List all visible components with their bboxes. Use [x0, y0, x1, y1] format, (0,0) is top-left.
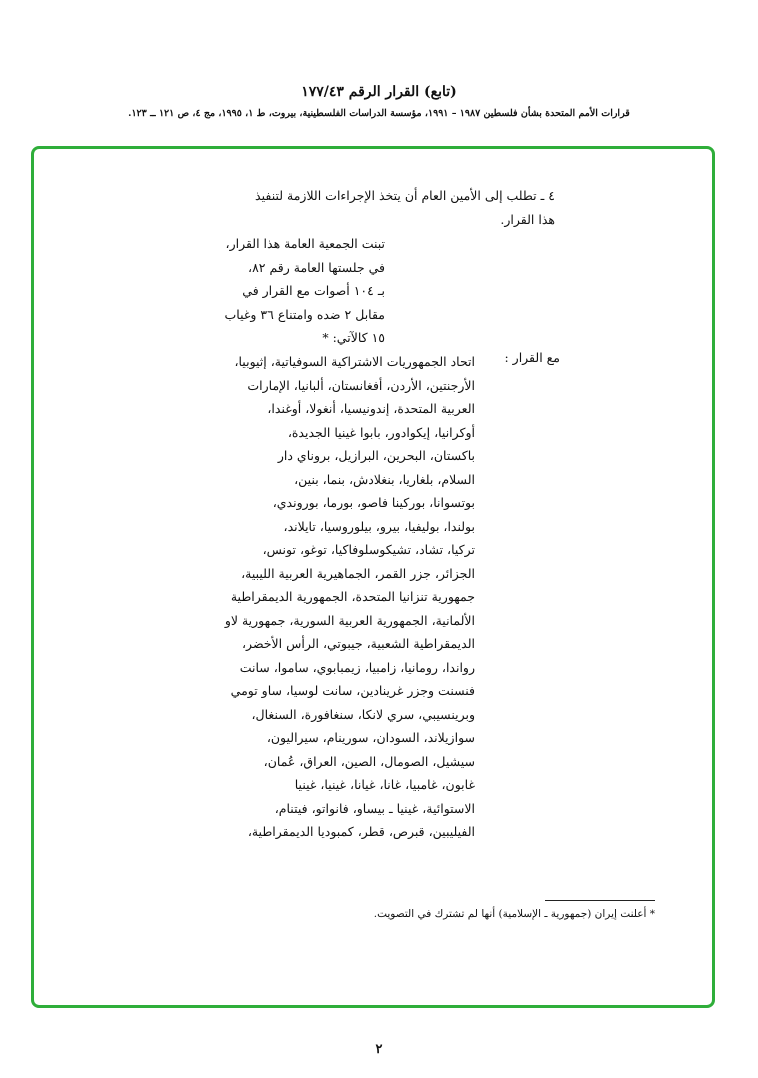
- text-line: باكستان، البحرين، البرازيل، بروناي دار: [277, 448, 475, 463]
- text-line: سوازيلاند، السودان، سورينام، سيراليون،: [266, 730, 475, 745]
- text-line: في جلستها العامة رقم ٨٢،: [248, 259, 385, 275]
- text-line: ٤ ـ تطلب إلى الأمين العام أن يتخذ الإجراءات اللازمة لتنفيذ: [255, 188, 555, 203]
- page-title: (تابع) القرار الرقم ١٧٧/٤٣: [301, 84, 457, 100]
- text-line: الفيليبين، قبرص، قطر، كمبوديا الديمقراطية،: [247, 824, 475, 839]
- in-favour-label: مع القرار :: [504, 350, 560, 365]
- text-line: ١٥ كالآتي: *: [322, 330, 385, 345]
- text-line: هذا القرار.: [500, 212, 555, 227]
- text-line: فنسنت وجزر غرينادين، سانت لوسيا، ساو تومي: [230, 683, 475, 698]
- footnote: * أعلنت إيران (جمهورية ـ الإسلامية) أنها لم تشترك في التصويت.: [373, 908, 655, 920]
- source-citation: قرارات الأمم المتحدة بشأن فلسطين ١٩٨٧ – ١٩٩١، مؤسسة الدراسات الفلسطينية، بيروت، ط ١، ١٩٩٥، مج ٤، ص ١٢١ ــ ١٢٣.: [128, 108, 630, 119]
- text-line: السلام، بلغاريا، بنغلادش، بنما، بنين،: [294, 471, 475, 487]
- text-line: تركيا، تشاد، تشيكوسلوفاكيا، توغو، تونس،: [262, 542, 475, 557]
- page-number: ٢: [375, 1042, 383, 1057]
- text-line: بوتسوانا، بوركينا فاصو، بورما، بوروندي،: [272, 495, 475, 510]
- text-line: سيشيل، الصومال، الصين، العراق، عُمان،: [263, 753, 475, 769]
- text-line: الاستوائية، غينيا ـ بيساو، فانواتو، فيتنام،: [274, 800, 475, 816]
- text-line: مقابل ٢ ضده وامتناع ٣٦ وغياب: [224, 306, 385, 322]
- text-line: الأرجنتين، الأردن، أفغانستان، ألبانيا، الإمارات: [247, 377, 475, 393]
- adoption-statement: [205, 232, 385, 350]
- paragraph-item-4: [210, 184, 555, 232]
- text-line: غابون، غامبيا، غانا، غيانا، غينيا، غينيا: [294, 777, 475, 792]
- text-line: الألمانية، الجمهورية العربية السورية، جمهورية لاو: [224, 612, 475, 628]
- footnote-divider: [545, 900, 655, 901]
- text-line: اتحاد الجمهوريات الاشتراكية السوفياتية، إثيوبيا،: [234, 354, 475, 369]
- text-line: الجزائر، جزر القمر، الجماهيرية العربية الليبية،: [241, 565, 475, 581]
- text-line: بـ ١٠٤ أصوات مع القرار في: [242, 283, 385, 298]
- text-line: العربية المتحدة، إندونيسيا، أنغولا، أوغندا،: [267, 401, 475, 416]
- text-line: تبنت الجمعية العامة هذا القرار،: [225, 236, 385, 251]
- text-line: أوكرانيا، إيكوادور، بابوا غينيا الجديدة،: [287, 424, 475, 440]
- text-line: بولندا، بوليفيا، بيرو، بيلوروسيا، تايلاند،: [283, 518, 475, 534]
- text-line: وبرينسيبي، سري لانكا، سنغافورة، السنغال،: [251, 706, 475, 722]
- text-line: رواندا، رومانيا، زامبيا، زيمبابوي، ساموا، سانت: [239, 659, 475, 675]
- text-line: جمهورية تنزانيا المتحدة، الجمهورية الديمقراطية: [230, 589, 475, 604]
- text-line: الديمقراطية الشعبية، جيبوتي، الرأس الأخضر،: [242, 636, 475, 651]
- in-favour-list: [205, 350, 475, 844]
